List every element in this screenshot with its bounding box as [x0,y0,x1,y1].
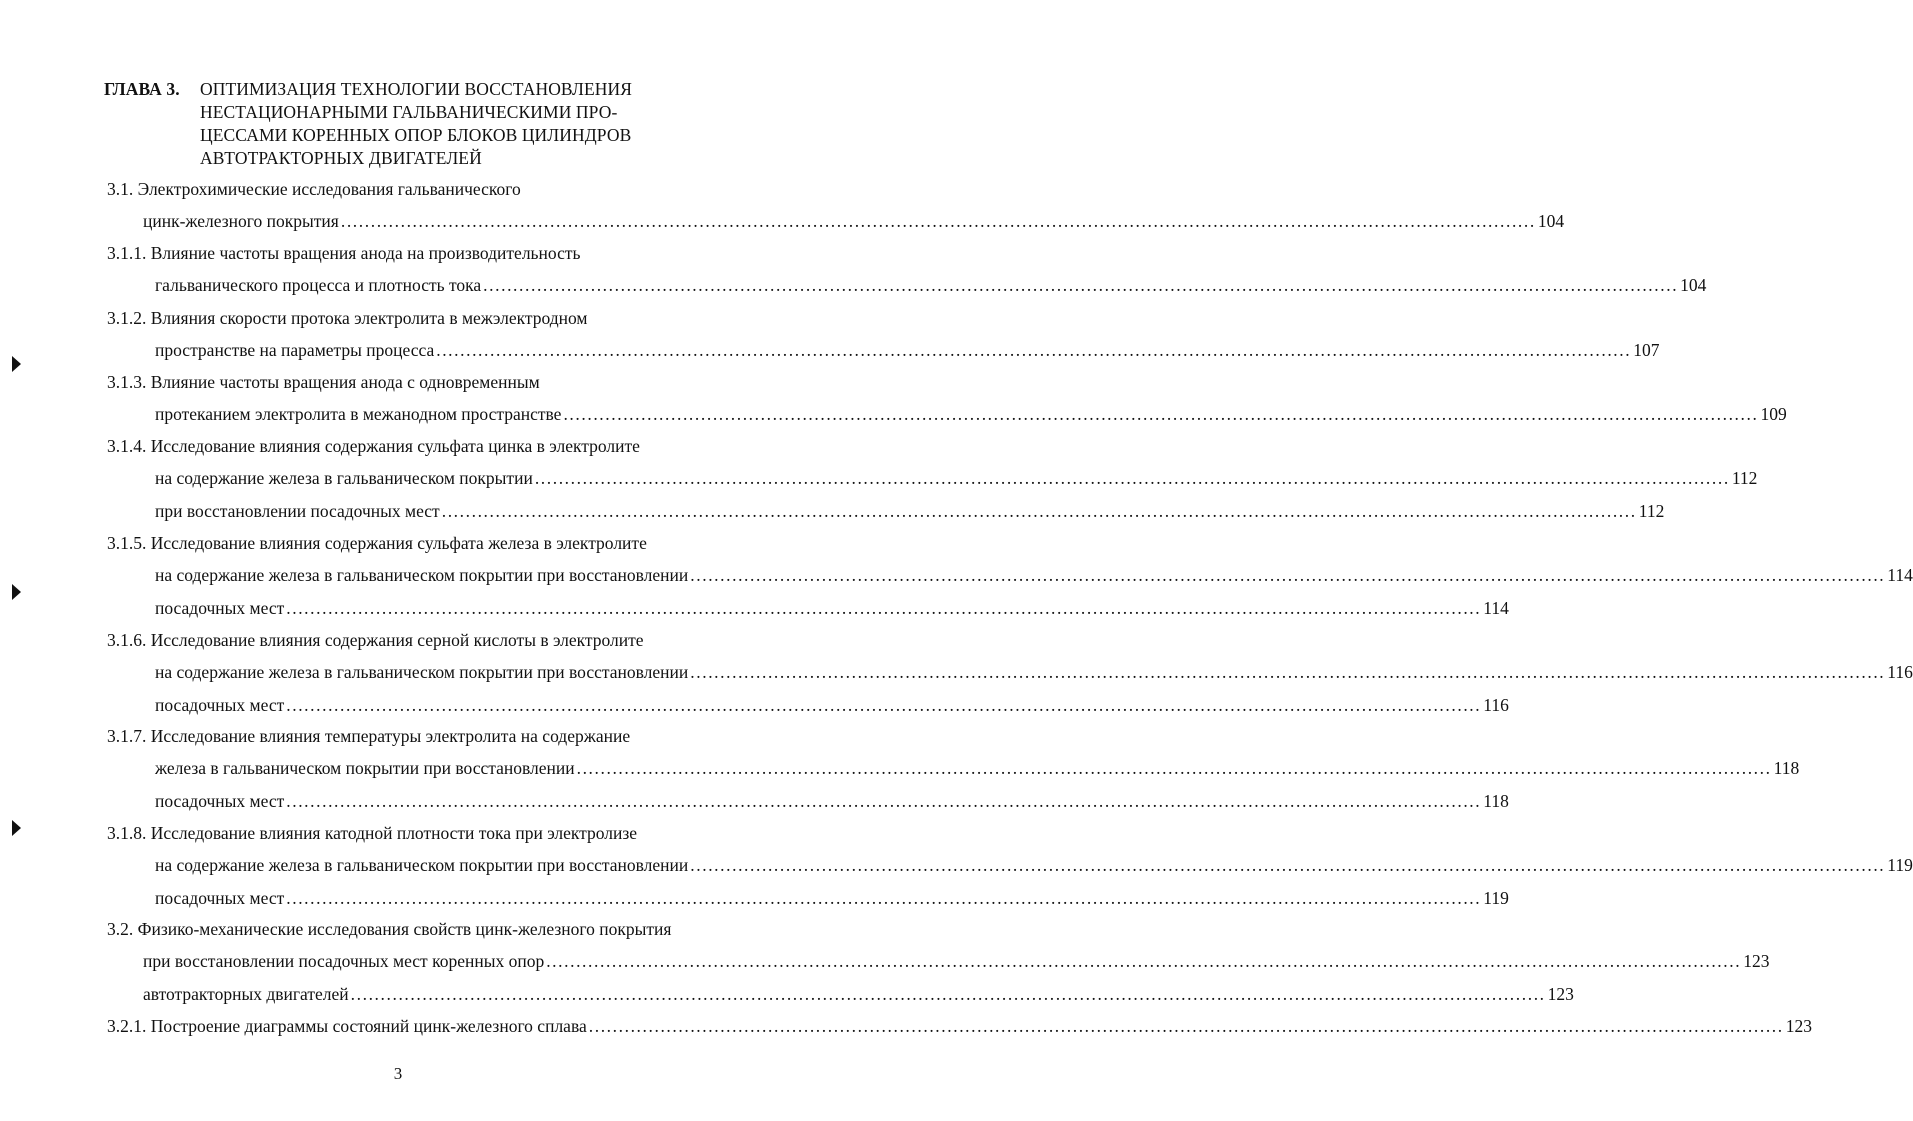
dot-leader: ........................................................................................................................................................................................................ [563,404,1759,425]
toc-entry-text-wrap [155,339,434,361]
toc-entry-text: при восстановлении посадочных мест коренных опор [143,951,545,972]
toc-entry-text: Исследование влияния содержания сульфата железа в электролите [150,533,647,553]
dot-leader: ........................................................................................................................................................................................................ [286,694,1482,715]
toc-entry-line [155,854,1913,876]
dot-leader: ........................................................................................................................................................................................................ [286,790,1482,811]
toc-entry-number: 3.1.5. [107,533,147,553]
toc-entry-line [107,435,640,457]
toc-entry-text: посадочных мест [155,597,285,618]
toc-entry-line [155,403,1787,425]
dot-leader: ........................................................................................................................................................................................................ [576,758,1772,779]
toc-entry-line [155,467,1758,489]
toc-page-number: 116 [1887,662,1913,683]
toc-entry-line [155,694,1509,716]
toc-page-number: 114 [1887,565,1913,586]
toc-entry-line [155,274,1707,296]
toc-entry-text: Влияние частоты вращения анода на производительность [150,243,581,263]
chapter-title-line-4: АВТОТРАКТОРНЫХ ДВИГАТЕЛЕЙ [200,148,482,168]
toc-entry-text: Исследование влияния температуры электролита на содержание [150,726,631,746]
dot-leader: ........................................................................................................................................................................................................ [441,500,1637,521]
chapter-label: ГЛАВА 3. [104,79,180,99]
dot-leader: ........................................................................................................................................................................................................ [534,468,1730,489]
toc-entry-text: посадочных мест [155,694,285,715]
toc-page-number: 112 [1638,500,1665,521]
toc-entry-text: Физико-механические исследования свойств цинк-железного покрытия [137,919,672,939]
toc-entry-line [107,1015,1812,1037]
toc-entry-text: Исследование влияния содержания сульфата цинка в электролите [150,436,640,456]
toc-entry-number: 3.1. [107,179,134,199]
toc-entry-text: при восстановлении посадочных мест [155,500,440,521]
toc-entry-line [107,822,637,844]
dot-leader: ........................................................................................................................................................................................................ [286,887,1482,908]
toc-entry-line [155,597,1509,619]
toc-page-number: 112 [1731,468,1758,489]
toc-entry-text: Влияния скорости протока электролита в межэлектродном [150,308,588,328]
toc-entry-number: 3.1.7. [107,726,147,746]
toc-entry-line [155,790,1509,812]
toc-entry-text: на содержание железа в гальваническом покрытии при восстановлении [155,662,689,683]
toc-entry-text: посадочных мест [155,790,285,811]
margin-arrow-mark [12,356,21,372]
toc-entry-text: на содержание железа в гальваническом покрытии при восстановлении [155,855,689,876]
toc-entry-line [107,242,580,264]
toc-entry-line [107,178,521,200]
toc-page-number: 123 [1785,1016,1812,1036]
toc-entry-number: 3.1.8. [107,823,147,843]
toc-page-number: 114 [1483,597,1509,618]
dot-leader: ........................................................................................................................................................................................................ [588,1016,1784,1036]
toc-entry-text: посадочных мест [155,887,285,908]
chapter-title-line-2: НЕСТАЦИОНАРНЫМИ ГАЛЬВАНИЧЕСКИМИ ПРО- [200,102,618,122]
toc-entry-text: на содержание железа в гальваническом покрытии [155,468,533,489]
toc-entry-text-wrap [155,467,533,489]
toc-entry-text-wrap [155,757,575,779]
toc-entry-text-wrap [155,854,688,876]
dot-leader: ........................................................................................................................................................................................................ [483,275,1679,296]
toc-entry-line [107,532,647,554]
toc-entry-text-wrap [155,597,284,619]
toc-page-number: 116 [1483,694,1509,715]
toc-entry-number: 3.1.1. [107,243,147,263]
toc-entry-text-wrap [155,274,481,296]
chapter-title-line-1: ОПТИМИЗАЦИЯ ТЕХНОЛОГИИ ВОССТАНОВЛЕНИЯ [200,79,633,99]
toc-page-number: 119 [1887,855,1913,876]
toc-entry-line [107,307,587,329]
toc-entry-text-wrap [143,210,339,232]
toc-page-number: 104 [1680,275,1707,296]
toc-entry-line [143,210,1565,232]
toc-entry-text-wrap [107,1015,587,1037]
toc-entry-text: протеканием электролита в межанодном пространстве [155,404,562,425]
toc-entry-text: Влияние частоты вращения анода с одновременным [150,372,540,392]
page-number: 3 [393,1064,403,1083]
chapter-title-line-3: ЦЕССАМИ КОРЕННЫХ ОПОР БЛОКОВ ЦИЛИНДРОВ [200,125,632,145]
dot-leader: ........................................................................................................................................................................................................ [690,662,1886,683]
toc-entry-text-wrap [155,564,688,586]
toc-page-number: 123 [1547,983,1574,1004]
dot-leader: ........................................................................................................................................................................................................ [546,951,1742,972]
toc-entry-line [155,339,1660,361]
toc-entry-line [107,371,540,393]
toc-entry-text: Электрохимические исследования гальванического [137,179,521,199]
toc-entry-number: 3.1.3. [107,372,147,392]
toc-entry-line [155,564,1913,586]
toc-entry-text: Исследование влияния катодной плотности тока при электролизе [150,823,638,843]
toc-entry-text-wrap [155,661,688,683]
toc-page-number: 118 [1483,790,1509,811]
toc-entry-number: 3.2.1. [107,1016,147,1036]
toc-page-number: 119 [1483,887,1509,908]
margin-arrow-mark [12,820,21,836]
toc-entry-line [155,887,1509,909]
dot-leader: ........................................................................................................................................................................................................ [286,597,1482,618]
toc-page-number: 104 [1537,211,1565,232]
dot-leader: ........................................................................................................................................................................................................ [690,565,1886,586]
toc-entry-text-wrap [155,500,440,522]
toc-entry-text: цинк-железного покрытия [143,211,339,232]
toc-entry-text: Построение диаграммы состояний цинк-железного сплава [150,1016,587,1036]
toc-page-number: 107 [1633,340,1660,361]
toc-entry-line [155,661,1913,683]
toc-entry-number: 3.1.6. [107,630,147,650]
toc-entry-text-wrap [143,950,544,972]
toc-entry-line [107,629,644,651]
dot-leader: ........................................................................................................................................................................................................ [350,983,1546,1004]
toc-entry-text-wrap [155,403,561,425]
dot-leader: ........................................................................................................................................................................................................ [340,211,1536,232]
margin-arrow-mark [12,584,21,600]
toc-entry-line [143,983,1574,1005]
toc-entry-text: гальванического процесса и плотность тока [155,275,482,296]
toc-entry-text: Исследование влияния содержания серной кислоты в электролите [150,630,644,650]
toc-entry-text: автотракторных двигателей [143,983,349,1004]
dot-leader: ........................................................................................................................................................................................................ [436,340,1632,361]
toc-entry-number: 3.2. [107,919,134,939]
toc-page-number: 118 [1773,758,1800,779]
toc-entry-line [143,950,1770,972]
toc-entry-line [155,500,1665,522]
toc-entry-text-wrap [143,983,349,1005]
toc-entry-number: 3.1.4. [107,436,147,456]
toc-page-number: 109 [1760,404,1787,425]
toc-entry-line [107,725,630,747]
toc-entry-line [107,918,671,940]
toc-entry-line [155,757,1800,779]
toc-entry-text: пространстве на параметры процесса [155,340,435,361]
toc-entry-text-wrap [155,887,284,909]
toc-entry-text-wrap [155,790,284,812]
toc-entry-text-wrap [155,694,284,716]
toc-entry-text: железа в гальваническом покрытии при восстановлении [155,758,575,779]
toc-page-number: 123 [1743,951,1770,972]
toc-entry-text: на содержание железа в гальваническом покрытии при восстановлении [155,565,689,586]
dot-leader: ........................................................................................................................................................................................................ [690,855,1886,876]
toc-entry-number: 3.1.2. [107,308,147,328]
